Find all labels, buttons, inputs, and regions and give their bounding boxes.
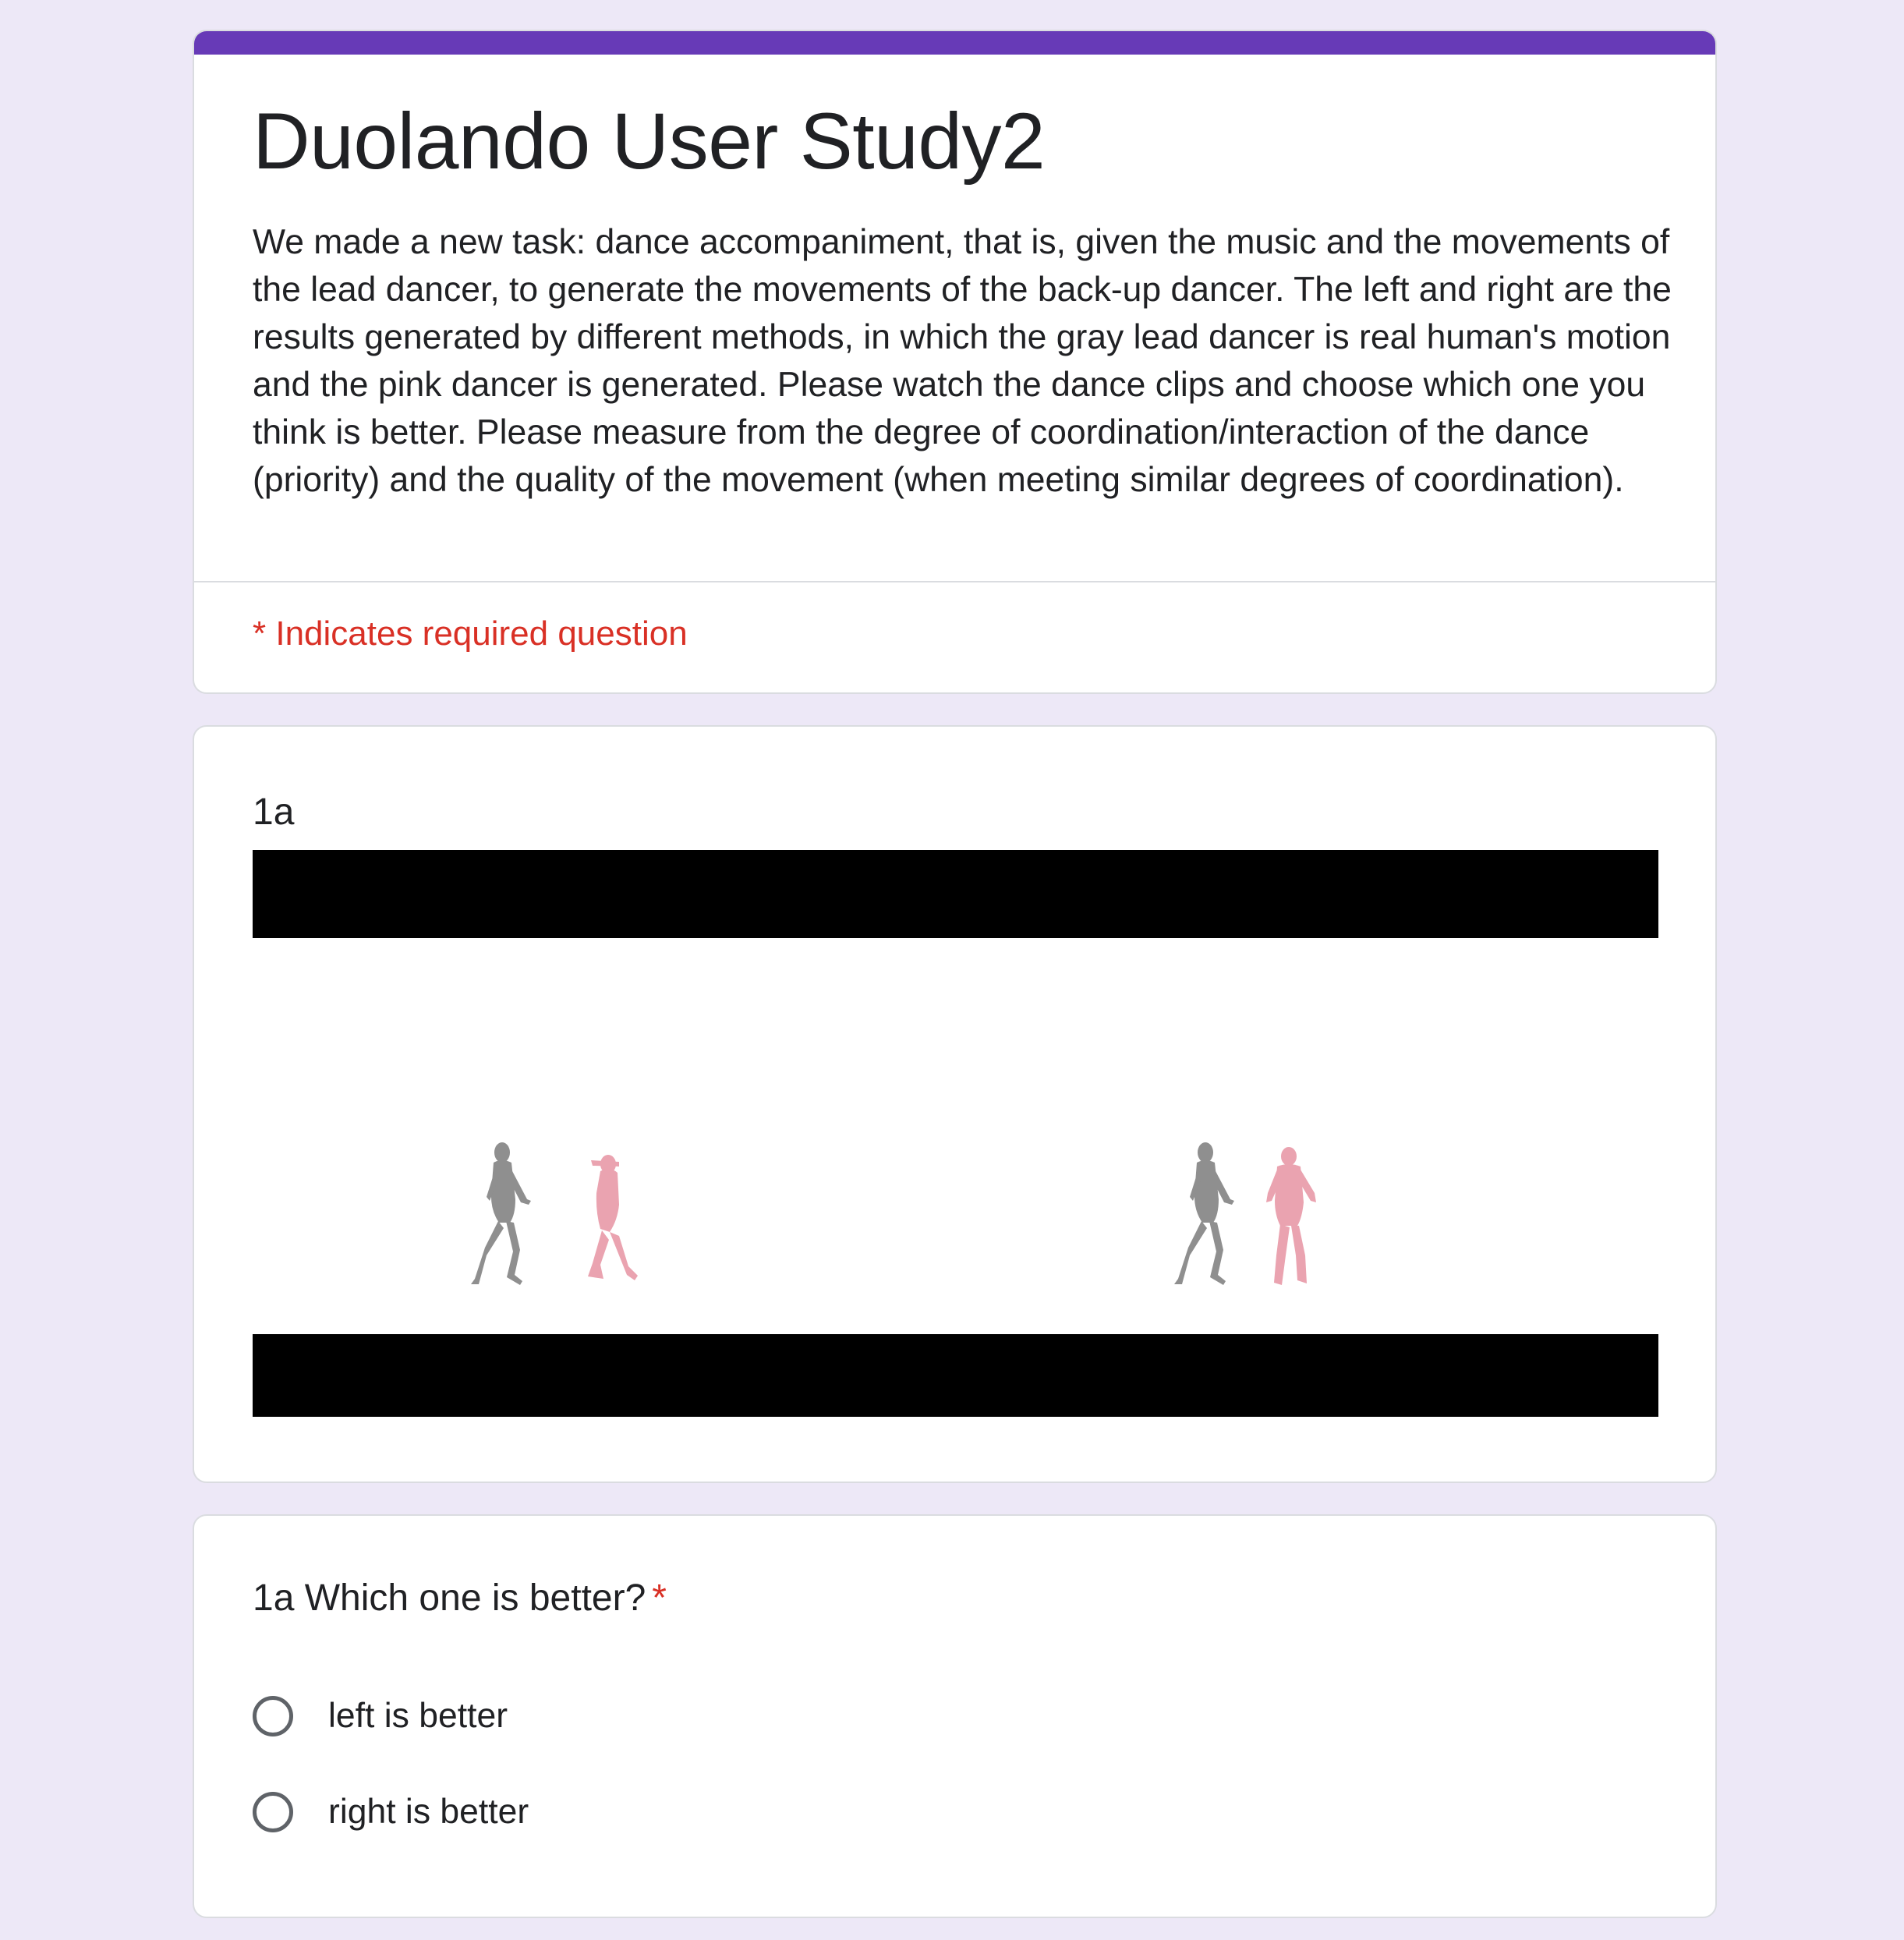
left-backup-dancer-figure [588,1155,638,1280]
required-question-note: * Indicates required question [253,614,688,653]
form-title: Duolando User Study2 [253,97,1046,186]
media-item-card [193,725,1717,1483]
dance-figures [253,850,1658,1417]
right-lead-dancer-figure [1174,1142,1234,1285]
option-label: left is better [328,1697,508,1735]
required-asterisk: * [652,1577,667,1619]
right-backup-dancer-figure [1266,1147,1316,1285]
video-player[interactable] [253,850,1658,1417]
question-title [253,1577,667,1620]
form-description: We made a new task: dance accompaniment, that is, given the music and the movements of the lead dancer, to generate the movements of the back-up dancer. The left and right are the results generated by different methods, in which the gray lead dancer is real human's motion and the pink dancer is generated. Please watch the dance clips and choose which one you think is better. Please measure from the degree of coordination/interaction of the dance (priority) and the quality of the movement (when meeting similar degrees of coordination). [253,223,1672,499]
option-label: right is better [328,1793,529,1831]
accent-bar [193,30,1717,55]
option-right-is-better[interactable] [253,1785,529,1839]
video-letterbox-bottom [253,1334,1658,1417]
option-left-is-better[interactable] [253,1689,508,1744]
form-header-card [193,30,1717,694]
left-lead-dancer-figure [471,1142,531,1285]
question-title-text: 1a Which one is better? [253,1577,646,1619]
media-item-title: 1a [253,791,295,833]
radio-button[interactable] [253,1696,293,1736]
divider [194,581,1715,582]
question-card [193,1514,1717,1918]
radio-button[interactable] [253,1792,293,1832]
